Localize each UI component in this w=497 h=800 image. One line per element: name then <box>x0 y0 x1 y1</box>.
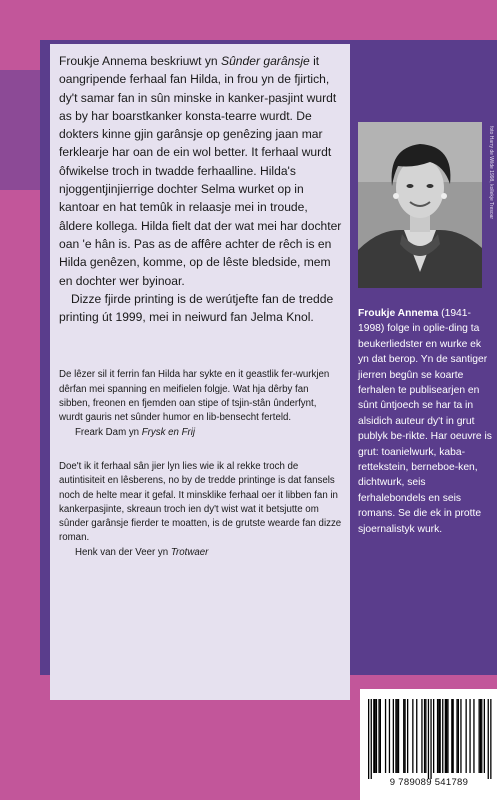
author-bio <box>358 306 494 537</box>
isbn-number: 9 789089 541789 <box>389 777 469 788</box>
barcode-bar <box>484 699 485 773</box>
author-photo <box>358 122 482 288</box>
blurb-text: Dizze fjirde printing is de werútjefte fan de tredde printing út 1999, mei in neiwurd fan Jelma Knol. <box>59 291 334 325</box>
blurb-paragraph-2 <box>59 290 342 327</box>
barcode-bar <box>375 699 376 773</box>
review-author: Henk van der Veer yn <box>75 546 171 558</box>
barcode-bar <box>473 699 474 773</box>
barcode-bar <box>479 699 480 773</box>
barcode-bar <box>398 699 399 773</box>
barcode-bar <box>458 699 459 773</box>
barcode-bar <box>416 699 417 773</box>
barcode-bar <box>395 699 396 773</box>
barcode-bar <box>451 699 452 773</box>
barcode-bar <box>380 699 381 773</box>
book-title: Sûnder garânsje <box>221 54 310 68</box>
barcode-bar <box>453 699 454 773</box>
barcode-bar <box>425 699 426 773</box>
barcode-bar <box>481 699 482 773</box>
author-bio-text: (1941-1998) folge in oplie-ding ta beukerliedster en wurke ek yn dat berop. Yn de santiger jierren begûn se koarte ferhalen te publisearjen en sûnt ûntjoech se har ta in alsidich auteur dy't in grut publyk be-rikte. Har oeuvre is grut: toanielwurk, kaba-rettekstein, berneboe-ken, dichtwurk, seis ferhalebondels en seis romans. Se die ek in protte sjoernalistyk wurk. <box>358 308 492 535</box>
blurb-text: Froukje Annema beskriuwt yn <box>59 54 221 68</box>
review-author: Freark Dam yn <box>75 426 142 438</box>
photo-credit: foto Harry de Wilde 1998, kollekje Tresoar <box>488 126 494 220</box>
review-quote-1 <box>59 368 342 439</box>
barcode-bar <box>421 699 422 773</box>
barcode <box>360 689 497 800</box>
review-source: Trotwaer <box>170 546 209 558</box>
barcode-bar <box>460 699 461 773</box>
review-text: De lêzer sil it ferrin fan Hilda har sykte en it geastlik fer-wurkjen dêrfan mei spanning en meifielen folgje. Wat hja dêrby fan sibben, freonen en fjemden oan stipe of tsjin-stân ûnderfynt, wurdt gauris net sûnder humor en lib-bensecht ferteld. <box>59 369 330 424</box>
barcode-bar <box>389 699 390 773</box>
barcode-bar <box>440 699 441 773</box>
barcode-bar <box>490 699 491 779</box>
author-portrait-illustration <box>358 122 482 288</box>
barcode-bar <box>437 699 438 773</box>
barcode-bar <box>407 699 408 773</box>
barcode-bar <box>446 699 447 773</box>
barcode-bar <box>445 699 446 773</box>
barcode-bar <box>424 699 425 773</box>
barcode-bar <box>442 699 443 773</box>
review-signature <box>59 426 342 440</box>
barcode-bar <box>385 699 386 773</box>
barcode-bar <box>433 699 434 773</box>
barcode-bar <box>376 699 377 773</box>
barcode-bar <box>378 699 379 773</box>
barcode-bar <box>368 699 369 779</box>
barcode-bar <box>438 699 439 773</box>
blurb-paragraph-1 <box>59 52 342 290</box>
barcode-bar <box>403 699 404 773</box>
barcode-bar <box>428 699 429 779</box>
blurb-box <box>50 44 350 700</box>
barcode-bar <box>447 699 448 773</box>
barcode-bar <box>373 699 374 773</box>
barcode-bar <box>456 699 457 773</box>
review-text: Doe't ik it ferhaal sân jier lyn lies wie ik al rekke troch de autintisiteit en lêsberens, no by de tredde printinge is dat fansels noch de helte mear it gefal. It minsklike ferhaal oer it libben fan in kankerpasjinte, skreaun troch ien dy't wist wat it betsjutte om sûnder garânsje fierder te moatten, is de grutste wearde fan dizze roman. <box>59 460 342 544</box>
barcode-bar <box>469 699 470 773</box>
barcode-bars <box>360 689 497 781</box>
barcode-bar <box>393 699 394 773</box>
review-source: Frysk en Frij <box>141 426 196 438</box>
barcode-bar <box>430 699 431 779</box>
barcode-bar <box>404 699 405 773</box>
review-quote-2 <box>59 460 342 560</box>
blurb-text: it oangripende ferhaal fan Hilda, in frou yn de fjirtich, dy't samar fan in sûn minske in kanker-pasjint wurdt as by har boarstkanker konsta-tearre wurdt. De dokters kinne gjin garânsje op genêzing jaan mar ferklearje har oan de ein wol better. It ferhaal wurdt ôfwikelse troch in twadde ferhaalline. Hilda's njoggentjinjierrige dochter Selma wurket op in kantoar en hat temûk in relaasje mei in troude, âldere kollega. Hilda fielt dat der wat mei har dochter oan 'e hân is. Pas as de affêre achter de rêch is en Hilda genêzen, komme, op de lêste bledside, mem en dochter wer byinoar. <box>59 54 342 288</box>
barcode-bar <box>480 699 481 773</box>
barcode-bar <box>371 699 372 779</box>
author-name: Froukje Annema <box>358 308 439 319</box>
barcode-bar <box>412 699 413 773</box>
barcode-bar <box>397 699 398 773</box>
review-signature <box>59 546 342 560</box>
barcode-bar <box>466 699 467 773</box>
barcode-bar <box>488 699 489 779</box>
